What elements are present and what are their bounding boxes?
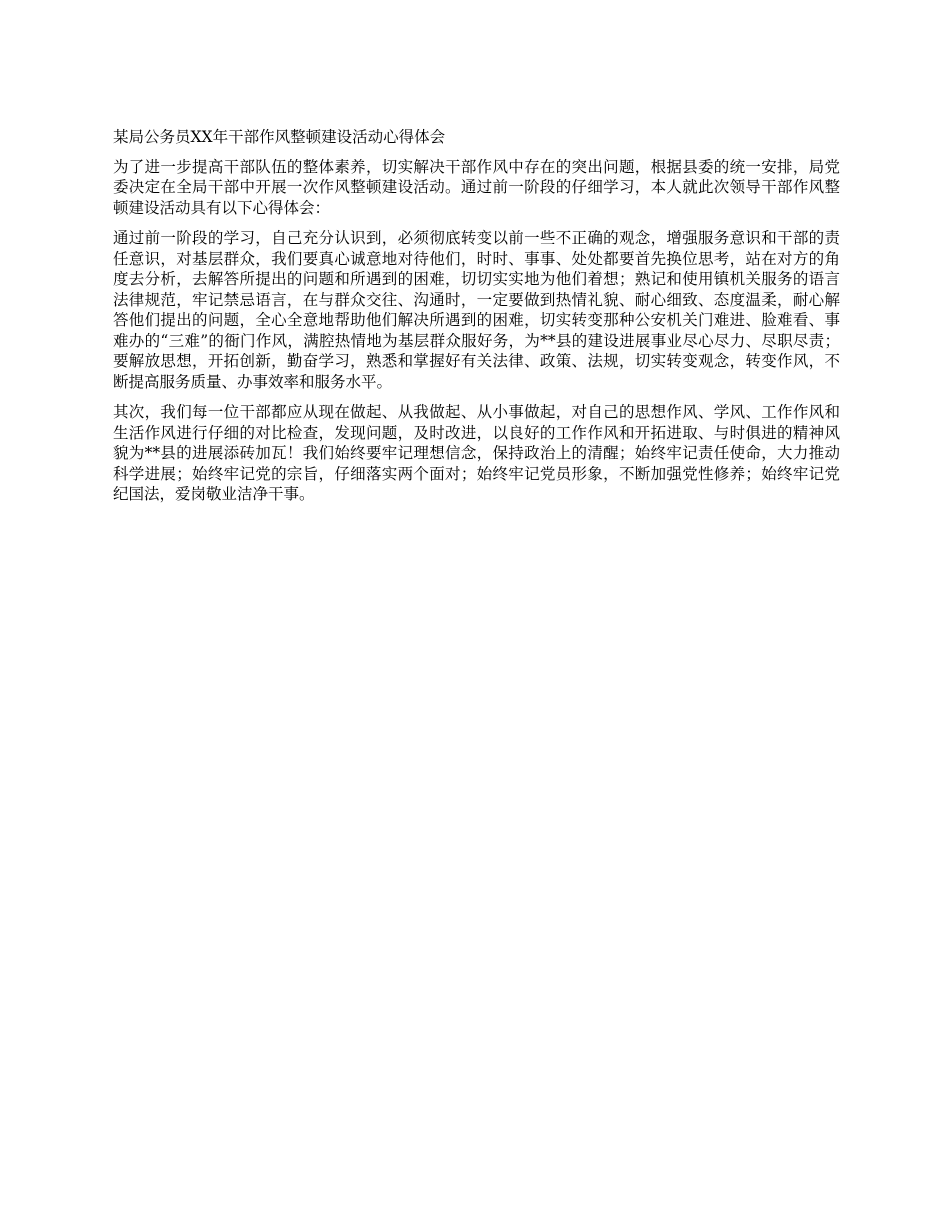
paragraph-intro: 为了进一步提高干部队伍的整体素养，切实解决干部作风中存在的突出问题，根据县委的统一安排，局党委决定在全局干部中开展一次作风整顿建设活动。通过前一阶段的仔细学习，本人就此次领导干部作风整顿建设活动具有以下心得体会： (113, 157, 840, 217)
document-title: 某局公务员XX年干部作风整顿建设活动心得体会 (113, 128, 446, 146)
paragraph-learning: 通过前一阶段的学习，自己充分认识到，必须彻底转变以前一些不正确的观念，增强服务意识和干部的责任意识，对基层群众，我们要真心诚意地对待他们，时时、事事、处处都要首先换位思考，站在对方的角度去分析，去解答所提出的问题和所遇到的困难，切切实实地为他们着想；熟记和使用镇机关服务的语言法律规范，牢记禁忌语言，在与群众交往、沟通时，一定要做到热情礼貌、耐心细致、态度温柔，耐心解答他们提出的问题，全心全意地帮助他们解决所遇到的困难，切实转变那种公安机关门难进、脸难看、事难办的“三难”的衙门作风，满腔热情地为基层群众服好务，为**县的建设进展事业尽心尽力、尽职尽责；要解放思想，开拓创新，勤奋学习，熟悉和掌握好有关法律、政策、法规，切实转变观念，转变作风，不断提高服务质量、办事效率和服务水平。 (113, 229, 840, 391)
paragraph-next-steps: 其次，我们每一位干部都应从现在做起、从我做起、从小事做起，对自己的思想作风、学风、工作作风和生活作风进行仔细的对比检查，发现问题，及时改进，以良好的工作作风和开拓进取、与时俱进的精神风貌为**县的进展添砖加瓦！我们始终要牢记理想信念，保持政治上的清醒；始终牢记责任使命，大力推动科学进展；始终牢记党的宗旨，仔细落实两个面对；始终牢记党员形象，不断加强党性修养；始终牢记党纪国法，爱岗敬业洁净干事。 (113, 403, 840, 503)
document-page (113, 127, 840, 515)
